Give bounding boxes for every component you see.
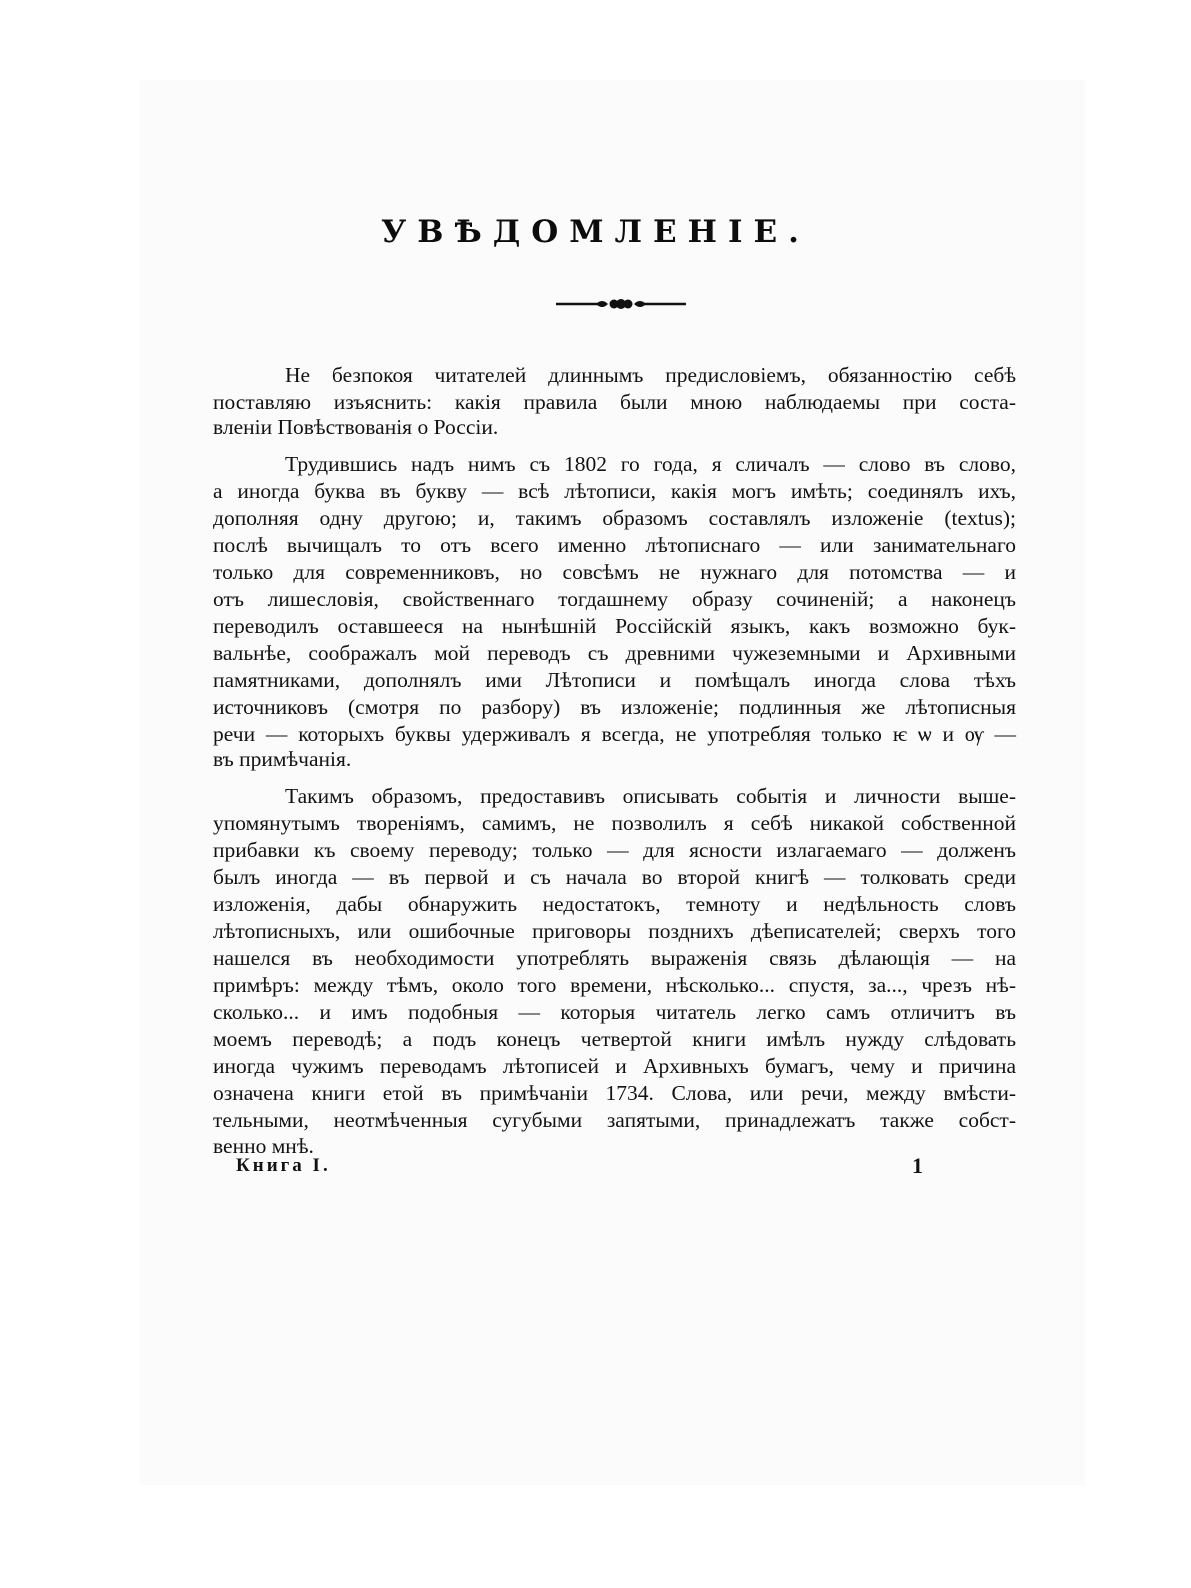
- text-line-content: примѣръ: между тѣмъ, около того времени, нѣсколько... спустя, за..., чрезъ нѣ-: [213, 973, 1016, 997]
- text-line-content: Трудившись надъ нимъ съ 1802 го года, я сличалъ — слово въ слово,: [285, 452, 1016, 476]
- text-line: [0, 665, 1191, 695]
- text-line-content: прибавки къ своему переводу; только — для ясности излагаемаго — долженъ: [213, 838, 1016, 862]
- text-line: [0, 476, 1191, 506]
- text-line: [0, 557, 1191, 587]
- text-line: [0, 835, 1191, 865]
- text-line-content: послѣ вычищалъ то отъ всего именно лѣтописнаго — или занимательнаго: [213, 533, 1016, 557]
- text-line: [0, 1078, 1191, 1108]
- ornament-divider-icon: [556, 296, 686, 312]
- text-line-content: вальнѣе, соображалъ мой переводъ съ древними чужеземными и Архивными: [213, 641, 1016, 665]
- text-line-content: Такимъ образомъ, предоставивъ описывать событія и личности выше-: [285, 784, 1016, 808]
- text-line-content: изложенія, дабы обнаружить недостатокъ, темноту и недѣльность словъ: [213, 892, 1016, 916]
- text-line-content: отъ лишесловія, свойственнаго тогдашнему образу сочиненій; а наконецъ: [213, 587, 1016, 611]
- text-line: [0, 781, 1191, 811]
- text-line-content: сколько... и имъ подобныя — которыя читатель легко самъ отличитъ въ: [213, 1000, 1016, 1024]
- text-line-content: только для современниковъ, но совсѣмъ не нужнаго для потомства — и: [213, 560, 1016, 584]
- text-line-content: иногда чужимъ переводамъ лѣтописей и Архивныхъ бумагъ, чему и причина: [213, 1054, 1016, 1078]
- text-line-content: источниковъ (смотря по разбору) въ изложеніе; подлинныя же лѣтописныя: [213, 695, 1016, 719]
- text-line-content: упомянутымъ твореніямъ, самимъ, не позволилъ я себѣ никакой собственной: [213, 811, 1016, 835]
- signature-number: 1: [912, 1153, 923, 1178]
- text-line: [0, 412, 1191, 442]
- text-line-content: венно мнѣ.: [213, 1134, 314, 1158]
- text-line-content: памятниками, дополнялъ ими Лѣтописи и помѣщалъ иногда слова тѣхъ: [213, 668, 1016, 692]
- text-line: [0, 638, 1191, 668]
- text-line: [0, 862, 1191, 892]
- text-line-content: нашелся въ необходимости употреблять выраженія связь дѣлающія — на: [213, 946, 1016, 970]
- text-line: [0, 584, 1191, 614]
- text-line: [0, 503, 1191, 533]
- text-line: [0, 449, 1191, 479]
- text-line-content: дополняя одну другою; и, такимъ образомъ составлялъ изложеніе (textus);: [213, 506, 1016, 530]
- text-line: [0, 889, 1191, 919]
- text-line: [0, 808, 1191, 838]
- text-line: [0, 1024, 1191, 1054]
- text-line: [0, 943, 1191, 973]
- text-line-content: переводилъ оставшееся на нынѣшній Россійскій языкъ, какъ возможно бук-: [213, 614, 1016, 638]
- text-line: [0, 611, 1191, 641]
- text-line: [0, 692, 1191, 722]
- text-line-content: вленіи Повѣствованія о Россіи.: [213, 415, 499, 439]
- text-line-content: былъ иногда — въ первой и съ начала во второй книгѣ — толковать среди: [213, 865, 1016, 889]
- book-signature: Книга I.: [236, 1155, 331, 1176]
- text-line-content: моемъ переводѣ; а подъ конецъ четвертой книги имѣлъ нужду слѣдовать: [213, 1027, 1016, 1051]
- text-line: [0, 997, 1191, 1027]
- text-line: [0, 530, 1191, 560]
- text-line-content: означена книги етой въ примѣчаніи 1734. Слова, или речи, между вмѣсти-: [213, 1081, 1016, 1105]
- text-line-content: тельными, неотмѣченныя сугубыми запятыми, принадлежатъ также собст-: [213, 1108, 1016, 1132]
- text-line: [0, 360, 1191, 390]
- text-line-content: речи — которыхъ буквы удерживалъ я всегда, не употребляя только ѥ ѡ и ѹ —: [213, 722, 1016, 746]
- text-line: [0, 744, 1191, 774]
- text-line-content: поставляю изъяснить: какія правила были мною наблюдаемы при соста-: [213, 390, 1016, 414]
- text-line: [0, 970, 1191, 1000]
- text-line-content: Не безпокоя читателей длиннымъ предисловіемъ, обязанностію себѣ: [285, 363, 1016, 387]
- text-line-content: въ примѣчанія.: [213, 747, 352, 771]
- text-line-content: а иногда буква въ букву — всѣ лѣтописи, какія могъ имѣть; соединялъ ихъ,: [213, 479, 1016, 503]
- text-line: [0, 1051, 1191, 1081]
- text-line-content: лѣтописныхъ, или ошибочные приговоры позднихъ дѣеписателей; сверхъ того: [213, 919, 1016, 943]
- page-title: УВѢДОМЛЕНІЕ.: [381, 214, 810, 250]
- text-line: [0, 916, 1191, 946]
- text-line: [0, 1131, 1191, 1161]
